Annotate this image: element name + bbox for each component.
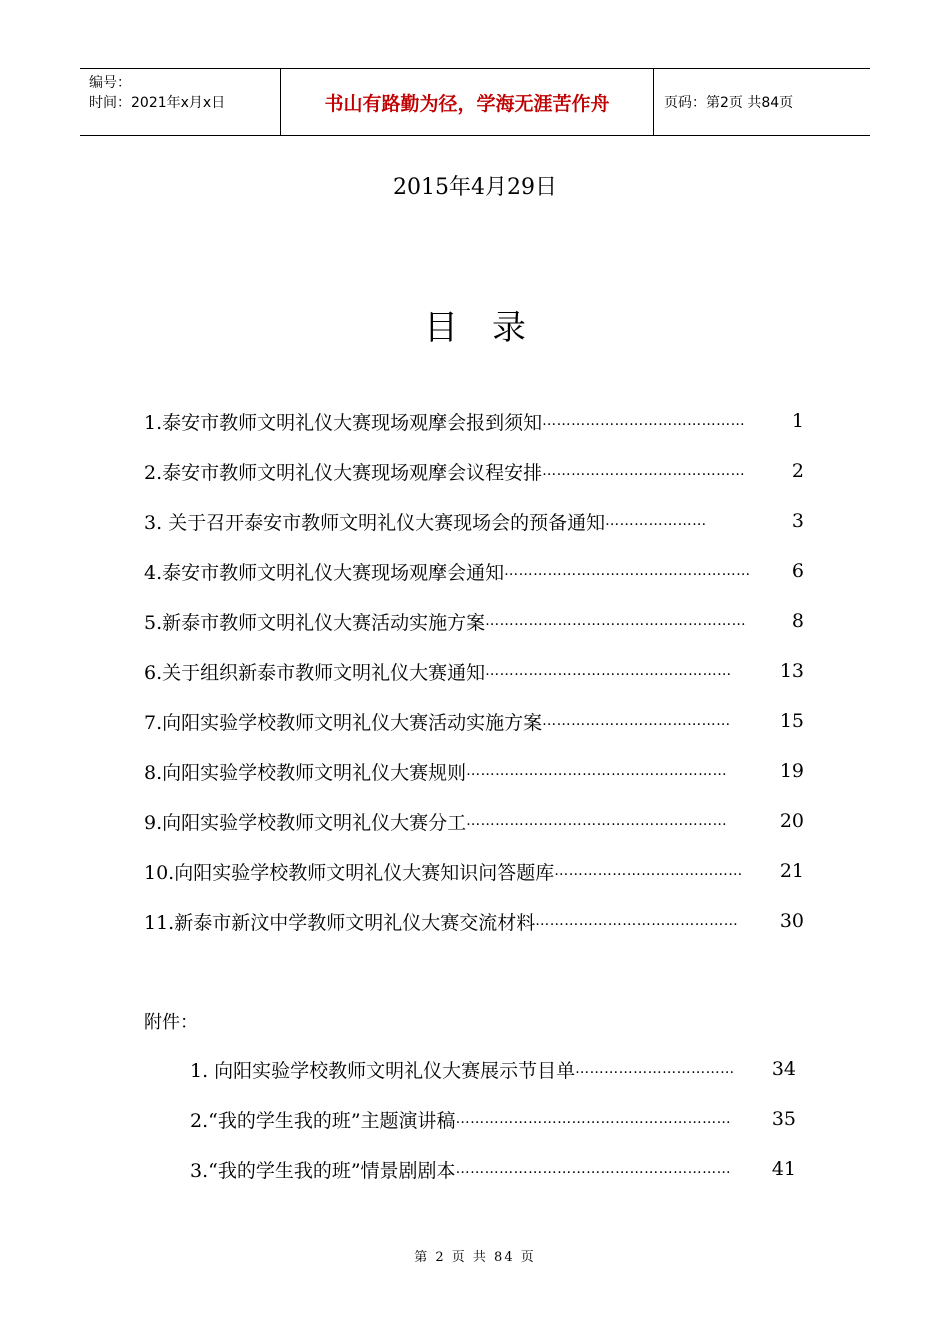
serial-label: 编号： [89, 75, 131, 91]
attachment-item-page: 34 [771, 1058, 796, 1080]
attachment-item-text: 1. 向阳实验学校教师文明礼仪大赛展示节目单 [190, 1059, 576, 1082]
toc-item-page: 3 [791, 510, 804, 532]
toc-item[interactable] [144, 546, 804, 596]
toc-item-text: 5.新泰市教师文明礼仪大赛活动实施方案 [144, 611, 486, 634]
page-footer: 第 2 页 共 84 页 [414, 1250, 536, 1265]
toc-item[interactable] [144, 696, 804, 746]
toc-item-text: 3. 关于召开泰安市教师文明礼仪大赛现场会的预备通知 [144, 511, 606, 534]
toc-leader-dots: ………………………………… [542, 713, 731, 729]
toc-leader-dots: …………………………………………… [485, 663, 732, 679]
toc-item-page: 30 [779, 910, 804, 932]
toc-item-page: 21 [779, 860, 804, 882]
toc-item[interactable] [144, 496, 804, 546]
toc-item-page: 13 [779, 660, 804, 682]
attachment-item[interactable] [190, 1144, 796, 1194]
toc-item-text: 4.泰安市教师文明礼仪大赛现场观摩会通知 [144, 561, 505, 584]
toc-leader-dots: ………………………………………………… [455, 1111, 732, 1127]
attachment-item-text: 2.“我的学生我的班”主题演讲稿 [190, 1109, 456, 1132]
toc-item[interactable] [144, 746, 804, 796]
toc-item-page: 15 [779, 710, 804, 732]
attachment-item-page: 41 [771, 1158, 796, 1180]
toc-title: 目录 [424, 308, 560, 348]
toc-item-page: 8 [791, 610, 804, 632]
toc-item[interactable] [144, 396, 804, 446]
header-page-info: 页码：第2页 共84页 [664, 95, 794, 111]
toc-item-text: 6.关于组织新泰市教师文明礼仪大赛通知 [144, 661, 486, 684]
toc-item-page: 20 [779, 810, 804, 832]
toc-leader-dots: ………………………………… [554, 863, 743, 879]
toc-leader-dots: …………………………………… [535, 913, 739, 929]
toc-leader-dots: ……………………………………………… [466, 813, 728, 829]
toc-leader-dots: ………………… [605, 513, 707, 529]
toc-item[interactable] [144, 446, 804, 496]
toc-leader-dots: …………………………… [575, 1061, 735, 1077]
toc-leader-dots: …………………………………………… [504, 563, 751, 579]
time-label: 时间：2021年x月x日 [89, 95, 226, 111]
header-meta [80, 69, 281, 135]
toc-item-page: 6 [791, 560, 804, 582]
toc-leader-dots: …………………………………… [542, 413, 746, 429]
toc-item-text: 11.新泰市新汶中学教师文明礼仪大赛交流材料 [144, 911, 536, 934]
header-motto: 书山有路勤为径，学海无涯苦作舟 [281, 69, 654, 135]
toc-leader-dots: ……………………………………………… [485, 613, 747, 629]
attachment-item-page: 35 [771, 1108, 796, 1130]
attachment-item[interactable] [190, 1094, 796, 1144]
toc-item-text: 10.向阳实验学校教师文明礼仪大赛知识问答题库 [144, 861, 555, 884]
attachment-item[interactable] [190, 1044, 796, 1094]
table-of-contents [144, 396, 804, 946]
toc-item-text: 9.向阳实验学校教师文明礼仪大赛分工 [144, 811, 467, 834]
toc-item-text: 8.向阳实验学校教师文明礼仪大赛规则 [144, 761, 467, 784]
toc-item[interactable] [144, 796, 804, 846]
toc-item[interactable] [144, 646, 804, 696]
attachments-list [190, 1044, 796, 1194]
toc-item[interactable] [144, 846, 804, 896]
attachment-item-text: 3.“我的学生我的班”情景剧剧本 [190, 1159, 456, 1182]
toc-leader-dots: ………………………………………………… [455, 1161, 732, 1177]
page-header [80, 68, 870, 136]
toc-item-text: 2.泰安市教师文明礼仪大赛现场观摩会议程安排 [144, 461, 543, 484]
toc-item-page: 19 [779, 760, 804, 782]
toc-item-text: 7.向阳实验学校教师文明礼仪大赛活动实施方案 [144, 711, 543, 734]
toc-item-page: 2 [791, 460, 804, 482]
document-date: 2015年4月29日 [393, 175, 557, 200]
attachments-label: 附件： [144, 1012, 198, 1033]
toc-item-text: 1.泰安市教师文明礼仪大赛现场观摩会报到须知 [144, 411, 543, 434]
toc-leader-dots: ……………………………………………… [466, 763, 728, 779]
toc-item-page: 1 [791, 410, 804, 432]
toc-leader-dots: …………………………………… [542, 463, 746, 479]
toc-item[interactable] [144, 596, 804, 646]
toc-item[interactable] [144, 896, 804, 946]
